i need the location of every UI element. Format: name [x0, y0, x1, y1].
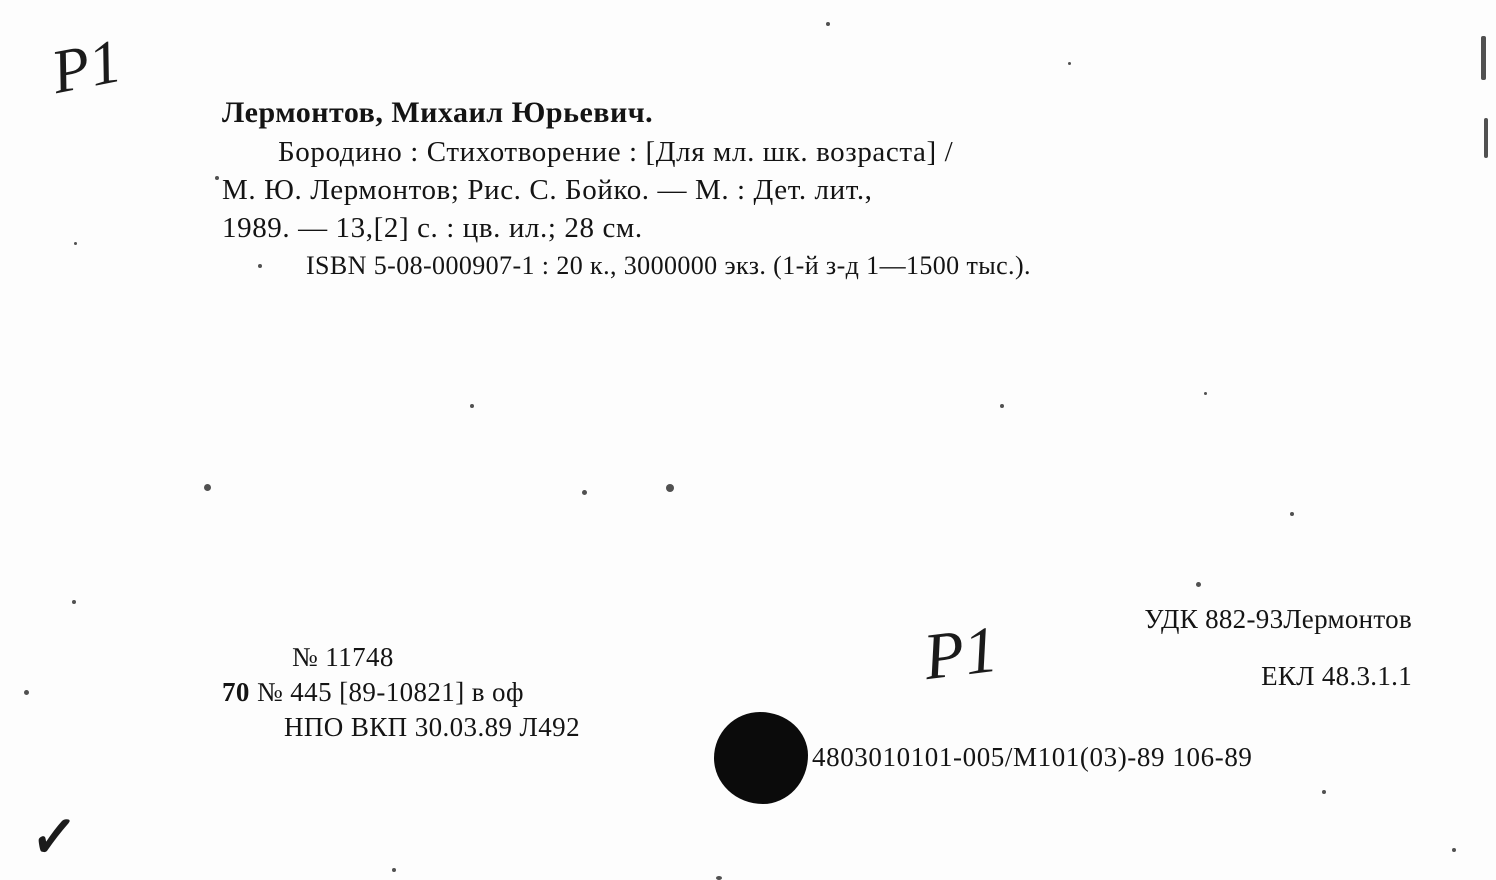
scan-speck — [666, 484, 674, 492]
publisher-code-line: 4803010101-005/М101(03)-89 106-89 — [812, 742, 1253, 772]
responsibility-imprint-line: М. Ю. Лермонтов; Рис. С. Бойко. — М. : Дет. лит., — [222, 174, 873, 206]
handwritten-mark-middle: Р1 — [919, 612, 1002, 695]
accession-number: № 11748 — [292, 642, 394, 672]
handwritten-mark-top-left: Р1 — [46, 27, 127, 107]
scan-speck — [1196, 582, 1201, 587]
classification-block — [1144, 606, 1412, 716]
scan-speck — [826, 22, 830, 26]
author-heading: Лермонтов, Михаил Юрьевич. — [222, 96, 654, 129]
scan-speck — [392, 868, 396, 872]
scan-speck — [582, 490, 587, 495]
ekl-classification: ЕКЛ 48.3.1.1 — [1261, 661, 1412, 691]
scan-speck — [72, 600, 76, 604]
scan-speck — [1290, 512, 1294, 516]
handwritten-checkmark: ✓ — [28, 801, 80, 875]
scan-speck — [1204, 392, 1207, 395]
accession-middle-line — [222, 675, 580, 710]
scan-speck — [215, 176, 219, 180]
udk-classification: УДК 882-93Лермонтов — [1144, 604, 1412, 634]
ink-blot — [714, 712, 808, 804]
accession-block — [222, 640, 580, 745]
scan-speck — [1481, 36, 1486, 80]
accession-agency-line: НПО ВКП 30.03.89 Л492 — [284, 712, 580, 743]
scan-speck — [470, 404, 474, 408]
scan-speck — [1068, 62, 1071, 65]
bibliographic-record — [222, 96, 1412, 281]
physical-description-line: 1989. — 13,[2] с. : цв. ил.; 28 см. — [222, 212, 643, 244]
scan-speck — [74, 242, 77, 245]
accession-prefix: 70 — [222, 677, 250, 708]
scan-speck — [204, 484, 211, 491]
scan-speck — [1484, 118, 1488, 158]
scan-speck — [716, 876, 722, 880]
scan-speck — [1000, 404, 1004, 408]
scan-speck — [1322, 790, 1326, 794]
accession-middle-text: № 445 [89-10821] в оф — [256, 677, 524, 708]
scan-speck — [24, 690, 29, 695]
title-statement-line: Бородино : Стихотворение : [Для мл. шк. возраста] / — [278, 136, 954, 168]
isbn-line: ISBN 5-08-000907-1 : 20 к., 3000000 экз. (1-й з-д 1—1500 тыс.). — [306, 251, 1031, 280]
scan-speck — [1452, 848, 1456, 852]
